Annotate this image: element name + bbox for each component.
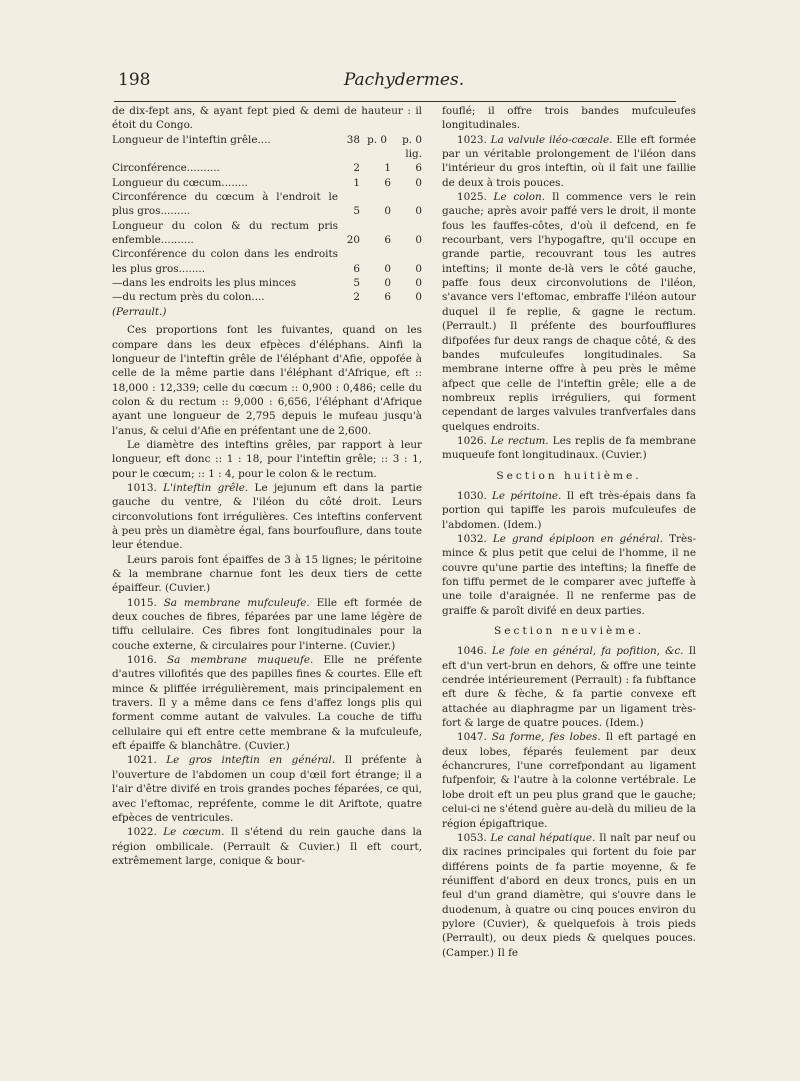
paragraph-1026: 1026. Le rectum. Les replis de fa membrane muqueufe font longitudinaux. (Cuvier.)	[442, 434, 696, 462]
paragraph-1013: 1013. L'inteftin grêle. Le jejunum eft dans la partie gauche du ventre, & l'iléon du côté droit. Leurs circonvolutions font irrégulières. Ces inteftins confervent à peu près un diamètre égal, fans bourfouflure, dans toute leur étendue.	[112, 481, 422, 552]
paragraph: Ces proportions font les fuivantes, quand on les compare dans les deux efpèces d'éléphans. Ainfi la longueur de l'inteftin grêle de l'éléphant d'Afie, oppofée à celle de la même partie dans l'éléphant d'Afrique, eft :: 18,000 : 12,339; celle du cœcum :: 0,900 : 0,486; celle du colon & du rectum :: 9,000 : 6,656, l'éléphant d'Afrique ayant une longueur de 2,795 depuis le mufeau jusqu'à l'anus, & celui d'Afie en préfentant une de 2,600.	[112, 324, 422, 437]
section-heading-9: Section neuvième.	[494, 625, 644, 638]
header-rule	[114, 101, 676, 102]
measure-row: Circonférence du cœcum à l'endroit le plus gros......... 5 0 0	[112, 191, 422, 218]
measure-row: —du rectum près du colon.... 2 6 0	[112, 291, 422, 304]
measure-row: Circonférence du colon dans les endroits les plus gros........ 6 0 0	[112, 248, 422, 275]
left-column	[112, 104, 422, 868]
paragraph-1047: 1047. Sa forme, fes lobes. Il eft partagé en deux lobes, féparés feulement par deux échancrures, l'une correfpondant au ligament fufpenfoir, & l'autre à la colonne vertébrale. Le lobe droit eft un peu plus grand que le gauche; celui-ci ne s'étend guère au-delà du milieu de la région épigaftrique.	[442, 731, 697, 830]
measure-row: Longueur de l'inteftin grêle.... 38 p. 0 p. 0 lig.	[112, 133, 422, 161]
page-number: 198	[118, 70, 151, 90]
right-column	[442, 104, 696, 960]
running-header	[118, 70, 690, 96]
running-title: Pachydermes.	[343, 70, 465, 90]
paragraph-1025: 1025. Le colon. Il commence vers le rein gauche; après avoir paffé vers le droit, il monte fous les fauffes-côtes, d'où il defcend, en fe recourbant, vers l'hypogaftre, qu'il occupe en grande partie, recouvrant tous les autres inteftins; il monte de-là vers le côté gauche, paffe fous deux circonvolutions de l'iléon, s'avance vers l'eftomac, embraffe l'iléon autour duquel il fe replie, & gagne le rectum. (Perrault.) Il préfente des bourfoufflures difpofées fur deux rangs de chaque côté, & des bandes mufculeufes longitudinales. Sa membrane interne offre à peu près le même afpect que celle de l'inteftin grêle; elle a de nombreux replis irréguliers, qui forment cependant de larges valvules tranfverfales dans quelques endroits.	[442, 191, 696, 433]
measure-row: Longueur du colon & du rectum pris enfemble.......... 20 6 0	[112, 219, 422, 247]
paragraph-1022: 1022. Le cœcum. Il s'étend du rein gauche dans la région ombilicale. (Perrault & Cuvier.) Il eft court, extrêmement large, conique & bour-	[112, 826, 422, 867]
paragraph-1032: 1032. Le grand épiploon en général. Très-mince & plus petit que celui de l'homme, il ne couvre qu'une partie des inteftins; la fineffe de fon tiffu permet de le comparer avec jufteffe à une toile d'araignée. Il ne renferme pas de graiffe & paroît divifé en deux parties.	[442, 532, 696, 617]
measures-source: (Perrault.)	[112, 305, 167, 318]
paragraph-1053: 1053. Le canal hépatique. Il naît par neuf ou dix racines principales qui fortent du foie par différens points de fa partie moyenne, & fe réuniffent d'abord en deux troncs, puis en un feul d'un grand diamètre, qui s'ouvre dans le duodenum, à quatre ou cinq pouces environ du pylore (Cuvier), & quelquefois à trois pieds (Perrault), ou deux pieds & quelques pouces. (Camper.) Il fe	[442, 831, 697, 959]
paragraph: Leurs parois font épaiffes de 3 à 15 lignes; le péritoine & la membrane charnue font les deux tiers de cette épaiffeur. (Cuvier.)	[112, 553, 422, 595]
measurement-table	[112, 133, 422, 319]
paragraph-1023: 1023. La valvule iléo-cœcale. Elle eft formée par un véritable prolongement de l'iléon dans l'intérieur du gros inteftin, où il fait une faillie de deux à trois pouces.	[442, 133, 696, 189]
paragraph-1030: 1030. Le péritoine. Il eft très-épais dans fa portion qui tapiffe les parois mufculeufes de l'abdomen. (Idem.)	[442, 489, 696, 531]
paragraph: Le diamètre des inteftins grêles, par rapport à leur longueur, eft donc :: 1 : 18, pour l'inteftin grêle; :: 3 : 1, pour le cœcum; :: 1 : 4, pour le colon & le rectum.	[112, 438, 422, 480]
measure-row: Longueur du cœcum........ 1 6 0	[112, 176, 422, 189]
paragraph-1021: 1021. Le gros inteftin en général. Il préfente à l'ouverture de l'abdomen un coup d'œil fort étrange; il a l'air d'être divifé en trois grandes poches féparées, ce qui, avec l'eftomac, repréfente, comme le dit Ariftote, quatre efpèces de ventricules.	[112, 754, 422, 824]
paragraph-1016: 1016. Sa membrane muqueufe. Elle ne préfente d'autres villofités que des papilles fines & courtes. Elle eft mince & pliffée irrégulièrement, mais principalement en travers. Il y a même dans ce fens d'affez longs plis qui forment comme autant de valvules. La couche de tiffu cellulaire qui eft entre cette membrane & la mufculeufe, eft épaiffe & blanchâtre. (Cuvier.)	[112, 654, 422, 753]
section-heading-8: Section huitième.	[496, 469, 642, 482]
paragraph-1015: 1015. Sa membrane mufculeufe. Elle eft formée de deux couches de fibres, féparées par une lame légère de tiffu cellulaire. Ces fibres font longitudinales pour la couche externe, & circulaires pour l'interne. (Cuvier.)	[112, 596, 423, 652]
measure-row: Circonférence.......... 2 1 6	[112, 162, 422, 175]
paragraph: fouflé; il offre trois bandes mufculeufes longitudinales.	[442, 105, 696, 132]
paragraph-1046: 1046. Le foie en général, fa pofition, &c. Il eft d'un vert-brun en dehors, & offre une teinte cendrée intérieurement (Perrault) : fa fubftance eft dure & fèche, & fa partie convexe eft attachée au diaphragme par un ligament très-fort & large de quatre pouces. (Idem.)	[442, 645, 696, 730]
intro-text: de dix-fept ans, & ayant fept pied & demi de hauteur : il étoit du Congo.	[112, 105, 422, 132]
measure-row: —dans les endroits les plus minces 5 0 0	[112, 277, 422, 290]
